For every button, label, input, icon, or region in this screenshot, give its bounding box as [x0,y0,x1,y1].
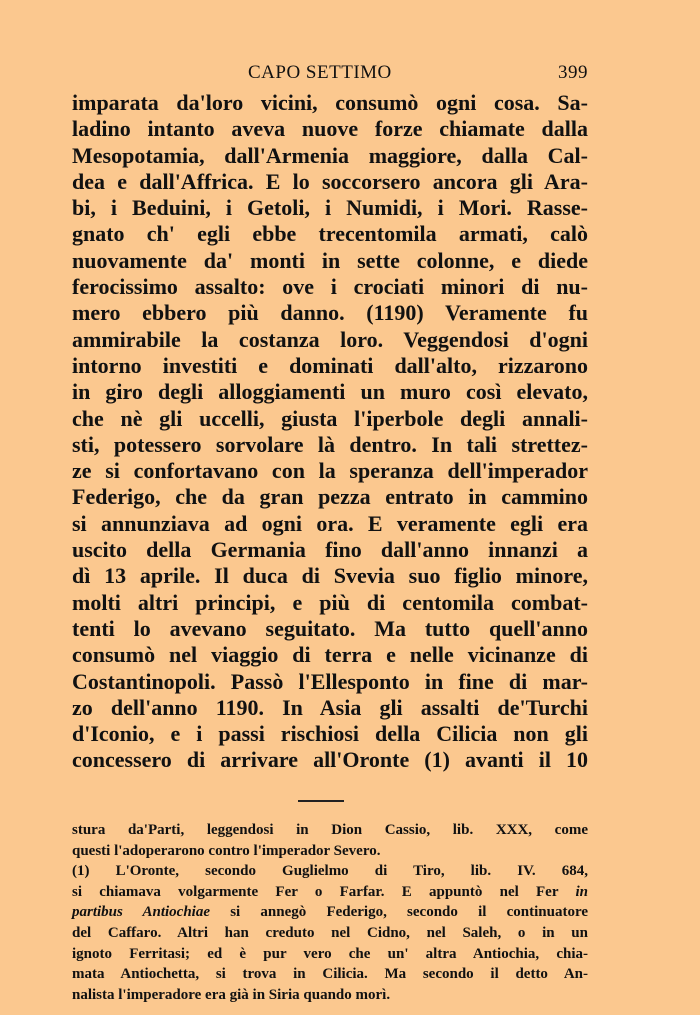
footnote-italic: partibus Antiochiae [72,904,210,921]
text-line: si annunziava ad ogni ora. E veramente egli era [72,510,588,536]
text-line: ammirabile la costanza loro. Veggendosi d'ogni [72,326,588,352]
footnote-line: nalista l'imperadore era già in Siria quando morì. [72,986,391,1003]
footnote-line: stura da'Parti, leggendosi in Dion Cassio, lib. XXX, come [72,822,588,838]
footnote-italic: in [575,883,589,900]
text-line: dì 13 aprile. Il duca di Svevia suo figlio minore, [72,563,588,589]
text-line: concessero di arrivare all'Oronte (1) avanti il 10 [72,747,588,773]
text-line: che nè gli uccelli, giusta l'iperbole degli annali- [72,405,588,431]
text-line: zo dell'anno 1190. In Asia gli assalti de'Turchi [72,694,588,720]
text-line: Mesopotamia, dall'Armenia maggiore, dalla Cal- [72,142,588,168]
footnote-text: si chiamava volgarmente Fer o Farfar. E appuntò nel Fer [72,883,559,900]
footnote-divider [298,800,344,802]
text-line: ze si confortavano con la speranza dell'imperador [72,458,588,484]
text-line: nuovamente da' monti in sette colonne, e diede [72,247,588,273]
chapter-title: CAPO SETTIMO [248,62,392,83]
text-line: gnato ch' egli ebbe trecentomila armati, calò [72,221,588,247]
text-line: in giro degli alloggiamenti un muro così elevato, [72,379,588,405]
text-line: sti, potessero sorvolare là dentro. In tali strettez- [72,431,588,457]
text-line: d'Iconio, e i passi rischiosi della Cilicia non gli [72,721,588,747]
text-line: mero ebbero più danno. (1190) Veramente fu [72,300,588,326]
footnote-text: si annegò Federigo, secondo il continuatore [230,904,588,921]
footnote-line: del Caffaro. Altri han creduto nel Cidno, nel Saleh, o in un [72,924,588,941]
running-header [72,62,590,88]
footnote-line: (1) L'Oronte, secondo Guglielmo di Tiro, lib. IV. 684, [72,863,588,880]
text-line: consumò nel viaggio di terra e nelle vicinanze di [72,642,588,668]
footnote-line: questi l'adoperarono contro l'imperador Severo. [72,842,381,859]
text-line: Costantinopoli. Passò l'Ellesponto in fine di mar- [72,668,588,694]
text-line: uscito della Germania fino dall'anno innanzi a [72,537,588,563]
text-line: tenti lo avevano seguitato. Ma tutto quell'anno [72,615,588,641]
text-line: ladino intanto aveva nuove forze chiamate dalla [72,116,588,142]
main-text [72,90,588,774]
footnote-line: mata Antiochetta, si trova in Cilicia. Ma secondo il detto An- [72,966,588,983]
footnote-line [72,902,588,923]
footnotes [72,820,588,1005]
text-line: Federigo, che da gran pezza entrato in cammino [72,484,588,510]
text-line: dea e dall'Affrica. E lo soccorsero ancora gli Ara- [72,168,588,194]
text-line: bi, i Beduini, i Getoli, i Numidi, i Mori. Rasse- [72,195,588,221]
text-line: imparata da'loro vicini, consumò ogni cosa. Sa- [72,90,588,115]
text-line: molti altri principi, e più di centomila combat- [72,589,588,615]
page-number: 399 [558,62,588,83]
footnote-line: ignoto Ferritasi; ed è pur vero che un' altra Antiochia, chia- [72,945,588,962]
footnote-line [72,882,588,903]
text-line: ferocissimo assalto: ove i crociati minori di nu- [72,274,588,300]
text-line: intorno investiti e dominati dall'alto, rizzarono [72,352,588,378]
